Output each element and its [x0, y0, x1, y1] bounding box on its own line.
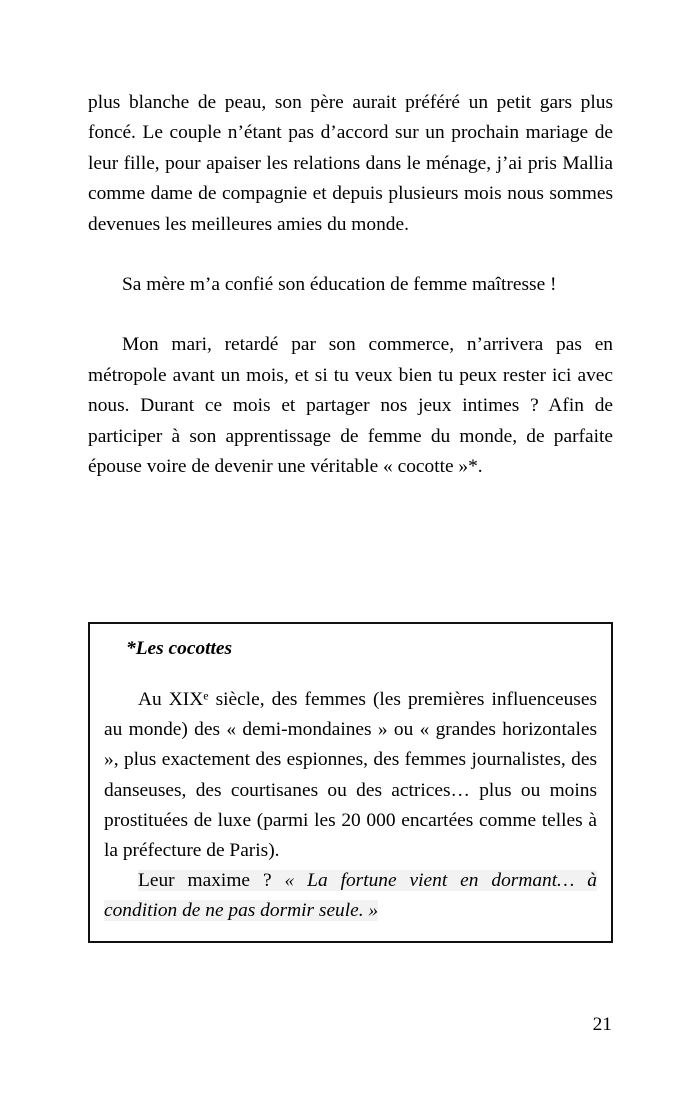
paragraph-3: Mon mari, retardé par son commerce, n’arrivera pas en métropole avant un mois, et si tu veux bien tu peux rester ici avec nous. Durant ce mois et partager nos jeux intimes ? Afin de participer à son apprentissage de femme du monde, de parfaite épouse voire de devenir une véritable « cocotte »*. — [88, 334, 613, 478]
footnote-box — [88, 622, 613, 943]
paragraph-2: Sa mère m’a confié son éducation de femme maîtresse ! — [122, 274, 557, 296]
footnote-paragraph-rest: siècle, des femmes (les premières influenceuses au monde) des « demi-mondaines » ou « grandes horizontales », plus exactement des espionnes, des femmes journalistes, des danseuses, des courtisanes ou des actrices… plus ou moins prostituées de luxe (parmi les 20 000 encartées comme telles à la préfecture de Paris). — [104, 689, 598, 862]
footnote-title: *Les cocottes — [126, 638, 233, 659]
maxime-lead: Leur maxime ? — [138, 870, 285, 892]
ordinal-superscript: e — [203, 688, 209, 703]
maxime-block — [104, 866, 597, 926]
paragraph-1: plus blanche de peau, son père aurait préféré un petit gars plus foncé. Le couple n’étant pas d’accord sur un prochain mariage de leur fille, pour apaiser les relations dans le ménage, j’ai pris Mallia comme dame de compagnie et depuis plusieurs mois nous sommes devenues les meilleures amies du monde. — [88, 92, 613, 235]
footnote-paragraph — [104, 685, 597, 866]
footnote-paragraph-lead: Au XIX — [138, 689, 204, 710]
paragraph-spacer — [88, 300, 613, 330]
page-number: 21 — [592, 1014, 612, 1035]
maxime-quote: « La fortune vient en dormant… à condition de ne pas dormir seule. » — [104, 870, 598, 922]
paragraph-spacer — [88, 240, 613, 270]
main-text-column — [88, 88, 613, 482]
